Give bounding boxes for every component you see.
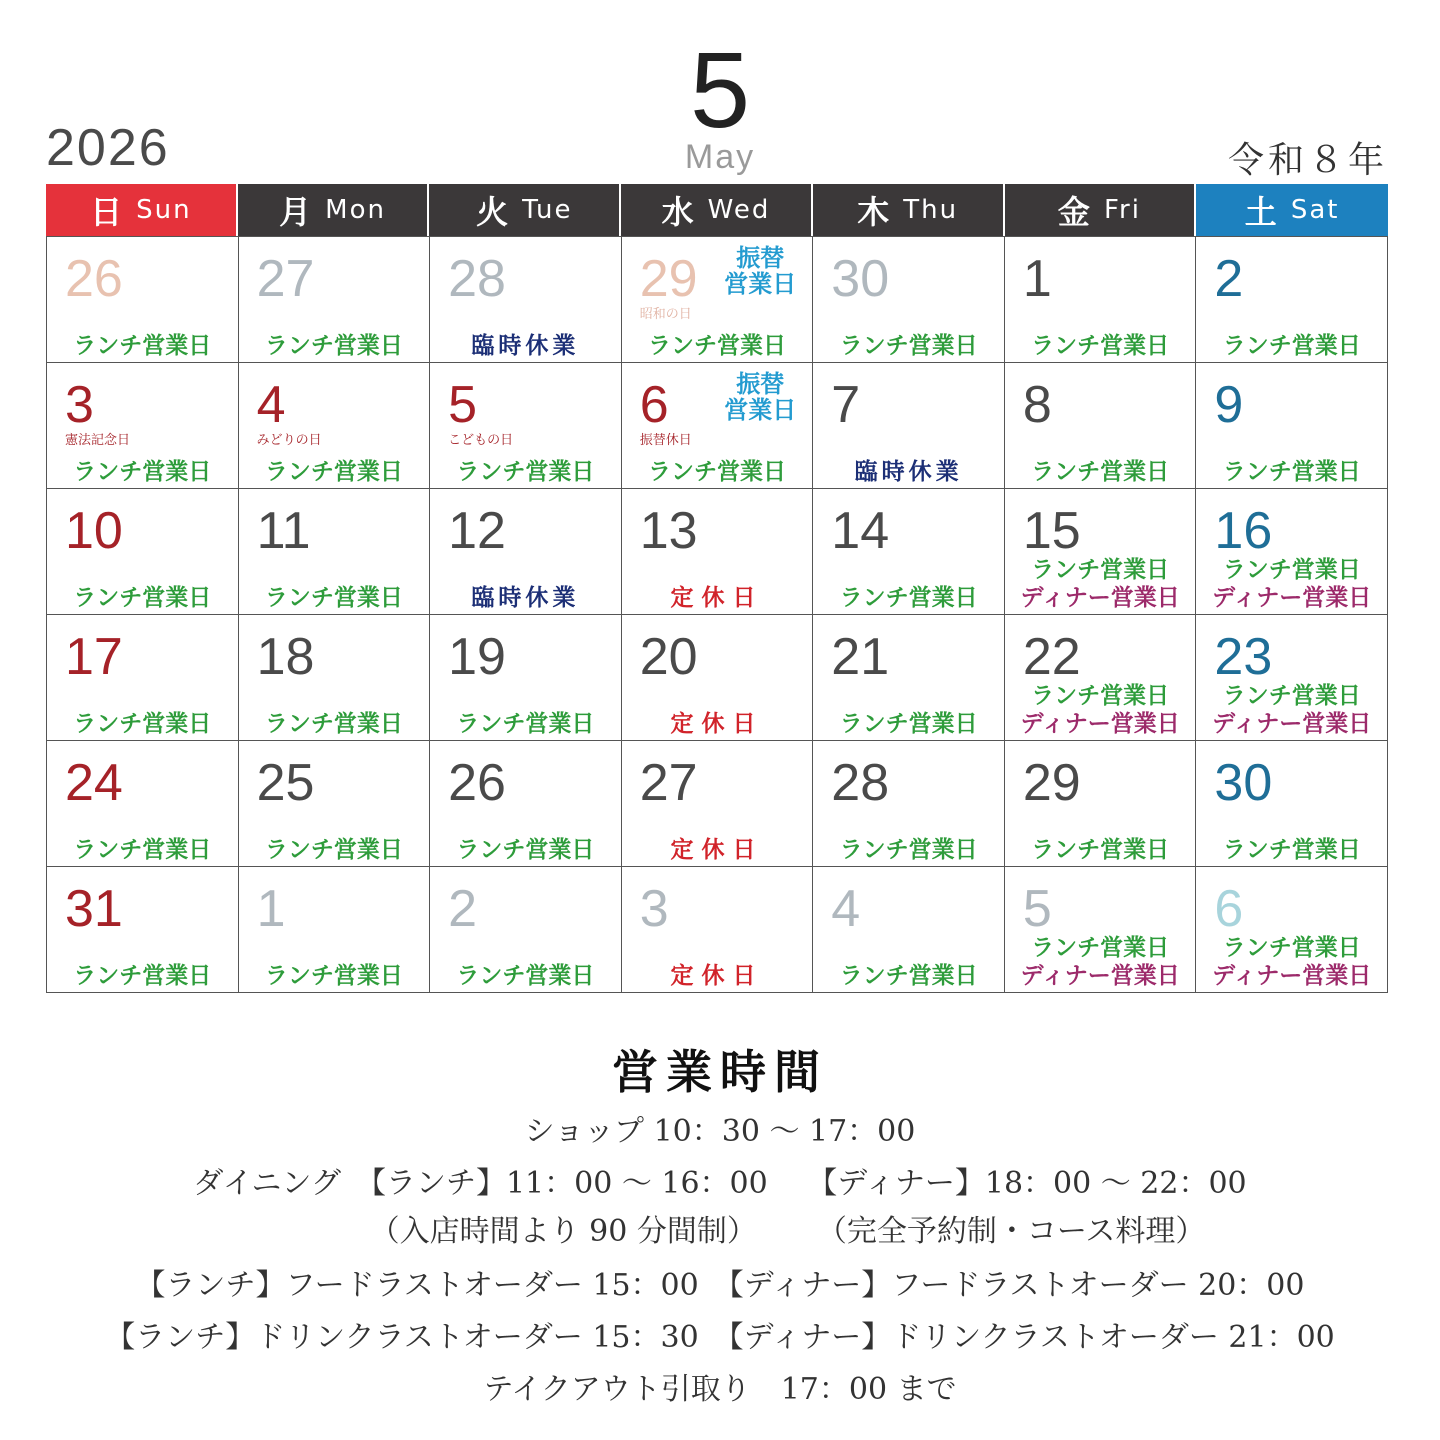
- day-number: 30: [1214, 754, 1273, 812]
- hours-line: （入店時間より 90 分間制） （完全予約制・コース料理）: [234, 1214, 1206, 1249]
- day-number: 20: [639, 628, 698, 686]
- day-cell: [47, 237, 239, 363]
- day-cell: [430, 489, 622, 615]
- hours-line: ショップ 10：30 〜 17：00: [524, 1114, 916, 1149]
- day-number: 6: [1214, 880, 1244, 938]
- day-number: 25: [256, 754, 315, 812]
- status-lunch: ランチ営業日: [1222, 333, 1361, 359]
- substitute-note-line: 振替: [736, 370, 785, 398]
- status-lunch: ランチ営業日: [73, 963, 212, 989]
- status-lunch: ランチ営業日: [456, 963, 595, 989]
- weekday-thu: [813, 184, 1005, 236]
- day-cell: [239, 867, 431, 993]
- day-cell: [813, 615, 1005, 741]
- status-dinner: ディナー営業日: [1020, 585, 1180, 611]
- status-lunch: ランチ営業日: [456, 711, 595, 737]
- weekday-fri: [1005, 184, 1197, 236]
- weekday-en: Tue: [522, 195, 573, 225]
- status-lunch: ランチ営業日: [1031, 333, 1170, 359]
- day-cell: [1005, 489, 1197, 615]
- day-number: 4: [831, 880, 861, 938]
- day-cell: [622, 867, 814, 993]
- day-cell: [1005, 363, 1197, 489]
- substitute-note-line: 営業日: [724, 270, 797, 298]
- status-lunch: ランチ営業日: [1031, 837, 1170, 863]
- status-lunch: ランチ営業日: [839, 963, 978, 989]
- status-rinji: 臨時休業: [471, 333, 580, 359]
- holiday-name: 振替休日: [639, 433, 692, 448]
- status-rinji: 臨時休業: [854, 459, 963, 485]
- day-number: 2: [1214, 250, 1244, 308]
- status-rinji: 臨時休業: [471, 585, 580, 611]
- day-cell: [47, 867, 239, 993]
- holiday-name: 憲法記念日: [65, 433, 131, 448]
- day-number: 26: [448, 754, 506, 812]
- day-number: 2: [448, 880, 478, 938]
- day-number: 1: [1022, 250, 1052, 308]
- status-lunch: ランチ営業日: [73, 459, 212, 485]
- day-number: 28: [448, 250, 506, 308]
- day-number: 12: [448, 502, 506, 560]
- day-cell: [1196, 867, 1388, 993]
- status-teikyu: 定休日: [670, 711, 764, 737]
- day-cell: [239, 363, 431, 489]
- day-cell: [47, 363, 239, 489]
- weekday-mon: [238, 184, 430, 236]
- status-teikyu: 定休日: [670, 963, 764, 989]
- status-lunch: ランチ営業日: [1031, 557, 1170, 583]
- day-number: 27: [256, 250, 315, 308]
- day-cell: [47, 741, 239, 867]
- day-cell: [239, 489, 431, 615]
- day-cell: [813, 237, 1005, 363]
- substitute-note: [724, 371, 796, 423]
- weekday-kanji: 水: [661, 193, 696, 231]
- status-lunch: ランチ営業日: [264, 333, 403, 359]
- day-cell: [813, 489, 1005, 615]
- day-number: 26: [65, 250, 123, 308]
- hours-line: 【ランチ】ドリンクラストオーダー 15：30 【ディナー】ドリンクラストオーダー 21：00: [105, 1320, 1335, 1355]
- day-cell: [239, 741, 431, 867]
- weekday-kanji: 日: [90, 193, 125, 231]
- day-cell: [1196, 615, 1388, 741]
- day-cell: [47, 489, 239, 615]
- day-number: 10: [65, 502, 123, 560]
- status-lunch: ランチ営業日: [839, 711, 978, 737]
- hours-line: ダイニング 【ランチ】11：00 〜 16：00 【ディナー】18：00 〜 22：00: [193, 1166, 1247, 1201]
- year-label: 2026: [46, 119, 170, 177]
- day-number: 29: [1022, 754, 1081, 812]
- day-cell: [1196, 237, 1388, 363]
- day-number: 24: [65, 754, 123, 812]
- day-cell: [1196, 363, 1388, 489]
- era-label: 令和８年: [1227, 140, 1388, 181]
- day-number: 27: [639, 754, 698, 812]
- hours-line: テイクアウト引取り 17：00 まで: [483, 1372, 957, 1407]
- weekday-en: Wed: [707, 195, 771, 225]
- day-cell: [1005, 237, 1197, 363]
- day-cell: [47, 615, 239, 741]
- weekday-kanji: 木: [857, 193, 892, 231]
- weekday-kanji: 金: [1057, 193, 1092, 231]
- day-number: 13: [639, 502, 698, 560]
- status-lunch: ランチ営業日: [1222, 557, 1361, 583]
- status-lunch: ランチ営業日: [647, 333, 786, 359]
- status-lunch: ランチ営業日: [456, 837, 595, 863]
- day-number: 4: [256, 376, 286, 434]
- day-cell: [1005, 615, 1197, 741]
- calendar-grid: [46, 236, 1388, 993]
- weekday-en: Thu: [903, 195, 959, 225]
- status-teikyu: 定休日: [670, 837, 764, 863]
- substitute-note-line: 振替: [736, 244, 785, 272]
- weekday-en: Fri: [1103, 195, 1141, 225]
- weekday-tue: [429, 184, 621, 236]
- weekday-sun: [46, 184, 238, 236]
- day-number: 3: [65, 376, 94, 434]
- day-cell: [430, 615, 622, 741]
- status-dinner: ディナー営業日: [1212, 711, 1372, 737]
- day-number: 21: [831, 628, 890, 686]
- status-lunch: ランチ営業日: [1031, 683, 1170, 709]
- day-number: 14: [831, 502, 890, 560]
- day-cell: [813, 363, 1005, 489]
- day-cell: [1005, 867, 1197, 993]
- day-number: 5: [448, 376, 478, 434]
- day-number: 7: [831, 376, 861, 434]
- day-cell: [430, 237, 622, 363]
- day-number: 11: [256, 502, 311, 560]
- status-lunch: ランチ営業日: [1222, 935, 1361, 961]
- hours-title: 営業時間: [612, 1045, 828, 1099]
- day-cell: [239, 615, 431, 741]
- status-lunch: ランチ営業日: [73, 333, 212, 359]
- day-cell: [813, 867, 1005, 993]
- holiday-name: 昭和の日: [639, 307, 692, 322]
- substitute-note: [724, 245, 796, 297]
- day-cell: [813, 741, 1005, 867]
- status-lunch: ランチ営業日: [264, 837, 403, 863]
- day-number: 1: [256, 880, 286, 938]
- day-cell: [1196, 489, 1388, 615]
- day-cell: [430, 741, 622, 867]
- day-number: 5: [1022, 880, 1052, 938]
- status-lunch: ランチ営業日: [264, 459, 403, 485]
- day-cell: [430, 867, 622, 993]
- day-number: 19: [448, 628, 506, 686]
- day-cell: [1196, 741, 1388, 867]
- day-number: 9: [1214, 376, 1244, 434]
- status-lunch: ランチ営業日: [839, 585, 978, 611]
- weekday-header: [46, 184, 1388, 236]
- day-number: 8: [1022, 376, 1052, 434]
- calendar: [46, 184, 1388, 993]
- day-number: 30: [831, 250, 890, 308]
- status-dinner: ディナー営業日: [1020, 711, 1180, 737]
- status-lunch: ランチ営業日: [264, 963, 403, 989]
- status-lunch: ランチ営業日: [456, 459, 595, 485]
- status-lunch: ランチ営業日: [264, 711, 403, 737]
- day-number: 17: [65, 628, 123, 686]
- status-lunch: ランチ営業日: [264, 585, 403, 611]
- weekday-en: Sat: [1290, 195, 1340, 225]
- status-dinner: ディナー営業日: [1020, 963, 1180, 989]
- status-lunch: ランチ営業日: [1031, 935, 1170, 961]
- weekday-kanji: 月: [279, 193, 314, 231]
- month-name: May: [684, 138, 756, 176]
- status-lunch: ランチ営業日: [1222, 837, 1361, 863]
- month-number: 5: [689, 29, 751, 150]
- weekday-kanji: 土: [1244, 193, 1279, 231]
- day-number: 28: [831, 754, 890, 812]
- status-lunch: ランチ営業日: [839, 837, 978, 863]
- holiday-name: みどりの日: [256, 433, 322, 448]
- day-number: 22: [1022, 628, 1081, 686]
- status-teikyu: 定休日: [670, 585, 764, 611]
- status-dinner: ディナー営業日: [1212, 585, 1372, 611]
- day-cell: [622, 615, 814, 741]
- status-lunch: ランチ営業日: [1222, 459, 1361, 485]
- day-number: 18: [256, 628, 315, 686]
- weekday-en: Sun: [136, 195, 192, 225]
- day-number: 3: [639, 880, 669, 938]
- substitute-note-line: 営業日: [724, 396, 797, 424]
- day-number: 31: [65, 880, 123, 938]
- status-lunch: ランチ営業日: [647, 459, 786, 485]
- day-cell: [430, 363, 622, 489]
- status-lunch: ランチ営業日: [1031, 459, 1170, 485]
- day-number: 23: [1214, 628, 1273, 686]
- status-dinner: ディナー営業日: [1212, 963, 1372, 989]
- day-cell: [622, 237, 814, 363]
- weekday-sat: [1196, 184, 1388, 236]
- day-cell: [622, 363, 814, 489]
- day-cell: [239, 237, 431, 363]
- hours-line: 【ランチ】フードラストオーダー 15：00 【ディナー】フードラストオーダー 20：00: [135, 1268, 1305, 1303]
- status-lunch: ランチ営業日: [73, 837, 212, 863]
- status-lunch: ランチ営業日: [73, 585, 212, 611]
- day-number: 16: [1214, 502, 1273, 560]
- weekday-wed: [621, 184, 813, 236]
- holiday-name: こどもの日: [448, 433, 514, 448]
- day-cell: [622, 489, 814, 615]
- weekday-kanji: 火: [476, 193, 511, 231]
- status-lunch: ランチ営業日: [1222, 683, 1361, 709]
- day-cell: [1005, 741, 1197, 867]
- day-number: 6: [639, 376, 669, 434]
- day-cell: [622, 741, 814, 867]
- status-lunch: ランチ営業日: [73, 711, 212, 737]
- weekday-en: Mon: [325, 195, 386, 225]
- day-number: 29: [639, 250, 698, 308]
- day-number: 15: [1022, 502, 1081, 560]
- status-lunch: ランチ営業日: [839, 333, 978, 359]
